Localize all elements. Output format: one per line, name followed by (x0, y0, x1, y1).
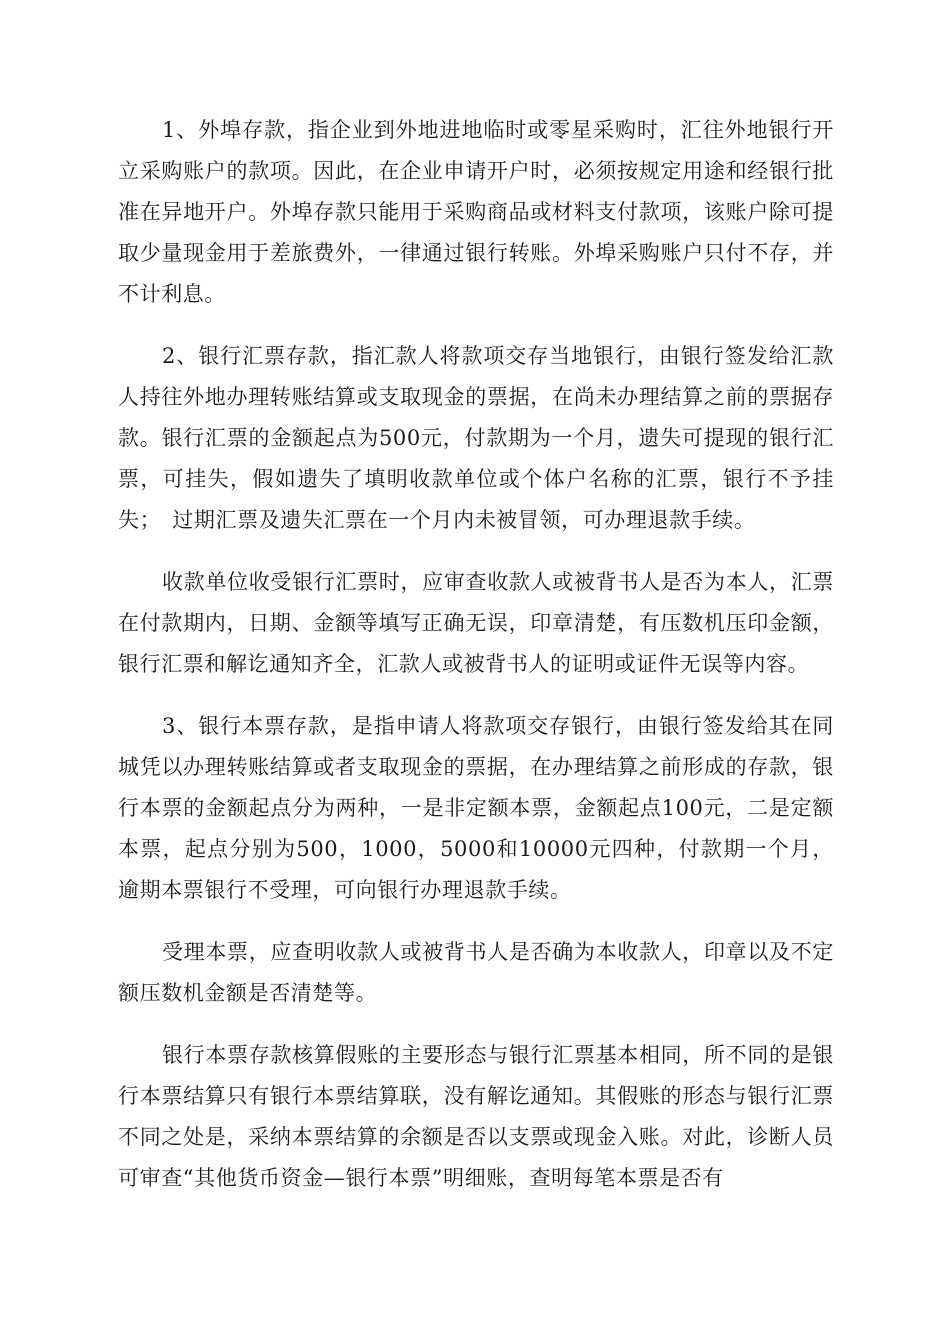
paragraph-cashier-check-deposit: 3、银行本票存款，是指申请人将款项交存银行，由银行签发给其在同城凭以办理转账结算或者支取现金的票据，在办理结算之前形成的存款，银行本票的金额起点分为两种，一是非定额本票，金额起点100元，二是定额本票，起点分别为500，1000，5000和10000元四种，付款期一个月，逾期本票银行不受理，可向银行办理退款手续。 (118, 714, 834, 902)
document-body (118, 110, 834, 1220)
paragraph-check-acceptance: 受理本票，应查明收款人或被背书人是否确为本收款人，印章以及不定额压数机金额是否清楚等。 (118, 940, 834, 1005)
paragraph-bank-draft-deposit: 2、银行汇票存款，指汇款人将款项交存当地银行，由银行签发给汇款人持往外地办理转账结算或支取现金的票据，在尚未办理结算之前的票据存款。银行汇票的金额起点为500元，付款期为一个月，遗失可提现的银行汇票，可挂失，假如遗失了填明收款单位或个体户名称的汇票，银行不予挂失； 过期汇票及遗失汇票在一个月内未被冒领，可办理退款手续。 (118, 344, 834, 532)
paragraph-external-deposit: 1、外埠存款，指企业到外地进地临时或零星采购时，汇往外地银行开立采购账户的款项。因此，在企业申请开户时，必须按规定用途和经银行批准在异地开户。外埠存款只能用于采购商品或材料支付款项，该账户除可提取少量现金用于差旅费外，一律通过银行转账。外埠采购账户只付不存，并不计利息。 (118, 118, 834, 306)
paragraph-draft-review: 收款单位收受银行汇票时，应审查收款人或被背书人是否为本人，汇票在付款期内，日期、金额等填写正确无误，印章清楚，有压数机压印金额，银行汇票和解讫通知齐全，汇款人或被背书人的证明或证件无误等内容。 (118, 570, 834, 676)
paragraph-false-accounting: 银行本票存款核算假账的主要形态与银行汇票基本相同，所不同的是银行本票结算只有银行本票结算联，没有解讫通知。其假账的形态与银行汇票不同之处是，采纳本票结算的余额是否以支票或现金入账。对此，诊断人员可审查“其他货币资金—银行本票”明细账，查明每笔本票是否有 (118, 1043, 834, 1190)
